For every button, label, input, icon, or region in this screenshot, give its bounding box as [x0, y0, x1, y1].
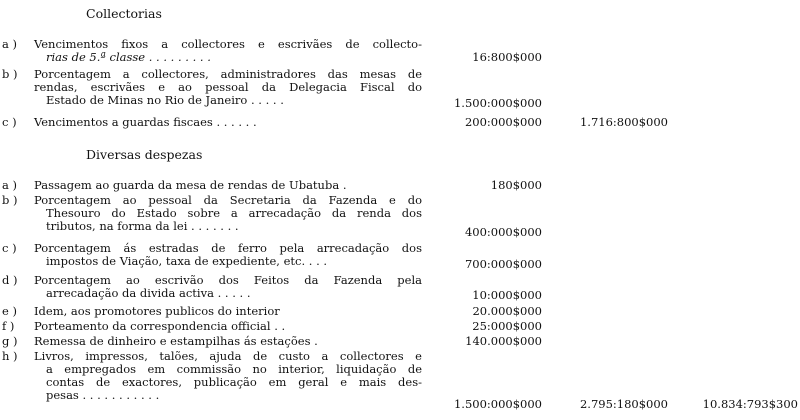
item-marker: b ) — [2, 67, 18, 81]
grand-total: 10.834:793$300 — [702, 397, 798, 411]
item-marker: d ) — [2, 273, 18, 287]
item-amount: 180$000 — [490, 178, 542, 192]
item-marker: e ) — [2, 304, 17, 318]
item-amount: 20.000$000 — [472, 304, 542, 318]
item-marker: c ) — [2, 241, 17, 255]
section-subtotal: 1.716:800$000 — [579, 115, 668, 129]
item-amount: 10:000$000 — [472, 288, 542, 302]
item-text — [34, 194, 422, 233]
item-line: Porcentagem ao escrivão dos Feitos da Fazenda pela — [34, 273, 422, 287]
item-marker: c ) — [2, 115, 17, 129]
item-line: contas de exactores, publicação em geral e mais des- — [46, 375, 422, 389]
item-marker: g ) — [2, 334, 18, 348]
item-marker: a ) — [2, 178, 17, 192]
item-line: Remessa de dinheiro e estampilhas ás estações . — [34, 334, 318, 348]
item-line: rias de 5.ª classe . . . . . . . . . — [46, 50, 211, 64]
item-line: arrecadação da divida activa . . . . . — [46, 286, 251, 300]
item-amount: 700:000$000 — [464, 257, 542, 271]
item-line: Vencimentos a guardas fiscaes . . . . . . — [34, 115, 257, 129]
item-text — [34, 274, 422, 300]
item-text — [34, 179, 422, 192]
item-line: Thesouro do Estado sobre a arrecadação da renda dos — [46, 206, 422, 220]
item-text — [34, 242, 422, 268]
item-amount: 200:000$000 — [464, 115, 542, 129]
section-heading-diversas-despezas: Diversas despezas — [86, 147, 203, 162]
item-text — [34, 116, 422, 129]
item-line: Estado de Minas no Rio de Janeiro . . . . . — [46, 93, 284, 107]
item-marker: b ) — [2, 193, 18, 207]
item-amount: 400:000$000 — [464, 225, 542, 239]
item-line: Porcentagem ao pessoal da Secretaria da Fazenda e do — [34, 193, 422, 207]
item-text — [34, 335, 422, 348]
item-line: impostos de Viação, taxa de expediente, etc. . . . — [46, 254, 328, 268]
item-line: rendas, escrivães e ao pessoal da Delegacia Fiscal do — [34, 80, 422, 94]
section-heading-collectorias: Collectorias — [86, 6, 162, 21]
item-line: Idem, aos promotores publicos do interior — [34, 304, 280, 318]
item-marker: a ) — [2, 37, 17, 51]
item-marker: f ) — [2, 319, 15, 333]
item-line: pesas . . . . . . . . . . . — [46, 388, 160, 402]
item-line: Porteamento da correspondencia official . . — [34, 319, 286, 333]
item-text — [34, 38, 422, 64]
item-line: Vencimentos fixos a collectores e escrivães de collecto- — [34, 37, 422, 51]
item-line: Porcentagem ás estradas de ferro pela arrecadação dos — [34, 241, 422, 255]
item-line: a empregados em commissão no interior, liquidação de — [46, 362, 422, 376]
item-line: Passagem ao guarda da mesa de rendas de Ubatuba . — [34, 178, 347, 192]
item-amount: 25:000$000 — [472, 319, 542, 333]
item-text — [34, 350, 422, 402]
item-marker: h ) — [2, 349, 18, 363]
item-line: Porcentagem a collectores, administradores das mesas de — [34, 67, 422, 81]
item-line: Livros, impressos, talões, ajuda de custo a collectores e — [34, 349, 422, 363]
item-amount: 140.000$000 — [465, 334, 542, 348]
item-amount: 1.500:000$000 — [453, 96, 542, 110]
item-amount: 16:800$000 — [472, 50, 542, 64]
section-subtotal: 2.795:180$000 — [579, 397, 668, 411]
item-line: tributos, na forma da lei . . . . . . . — [46, 219, 239, 233]
item-text — [34, 305, 422, 318]
item-text — [34, 320, 422, 333]
item-amount: 1.500:000$000 — [453, 397, 542, 411]
item-text — [34, 68, 422, 107]
